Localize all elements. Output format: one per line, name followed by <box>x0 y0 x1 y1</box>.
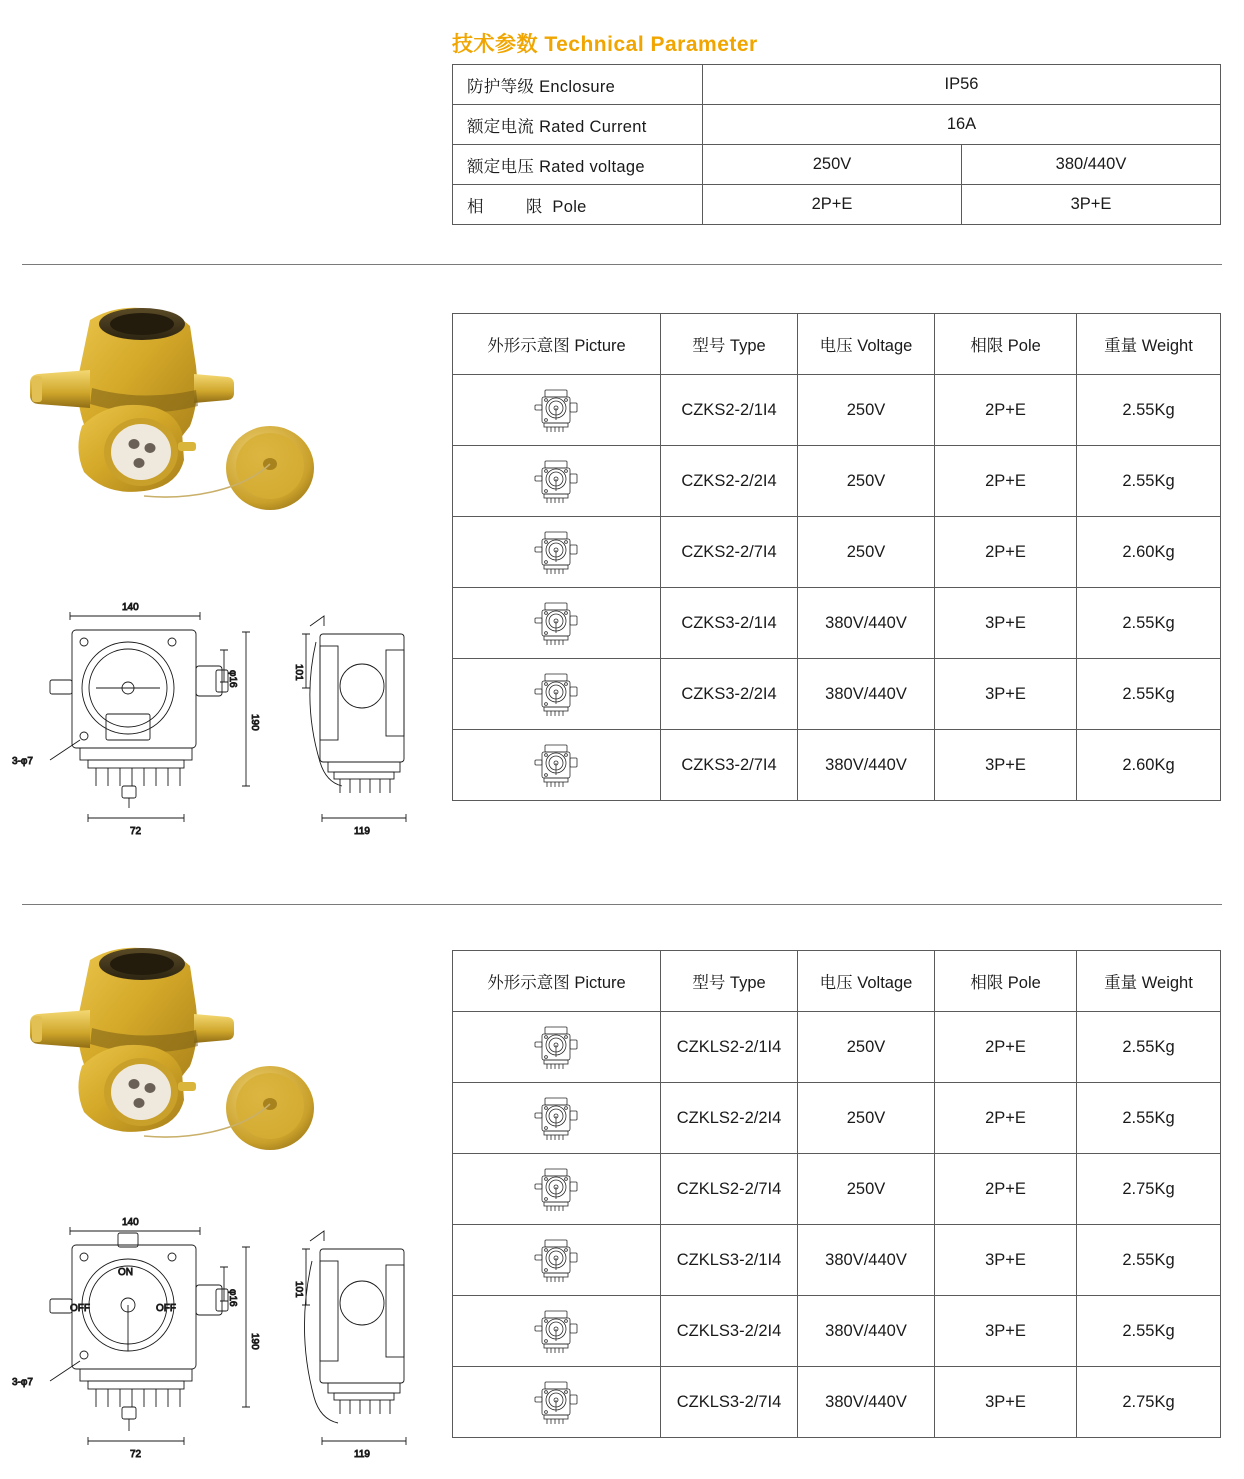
cell-picture <box>453 730 661 801</box>
dim2-front-height: 190 <box>249 1333 260 1350</box>
enclosure-value: IP56 <box>703 65 1221 105</box>
cell-weight: 2.55Kg <box>1077 1083 1221 1154</box>
table-row <box>453 375 1221 446</box>
header-weight: 重量 Weight <box>1077 314 1221 375</box>
cell-pole: 3P+E <box>935 1225 1077 1296</box>
dim2-base-width: 72 <box>130 1449 142 1460</box>
dim-front-height: 190 <box>249 714 260 731</box>
table-row <box>453 730 1221 801</box>
cell-type: CZKLS3-2/7I4 <box>661 1367 798 1438</box>
header-pole: 相限 Pole <box>935 951 1077 1012</box>
cell-weight: 2.60Kg <box>1077 517 1221 588</box>
product-thumbnail-icon <box>529 1090 585 1146</box>
pole-value-1: 2P+E <box>703 185 962 225</box>
cell-pole: 2P+E <box>935 1154 1077 1225</box>
table-row <box>453 1154 1221 1225</box>
cell-picture <box>453 588 661 659</box>
product-thumbnail-icon <box>529 737 585 793</box>
header-type: 型号 Type <box>661 314 798 375</box>
cell-type: CZKS2-2/1I4 <box>661 375 798 446</box>
cell-voltage: 250V <box>798 1083 935 1154</box>
table-row <box>453 65 1221 105</box>
product-thumbnail-icon <box>529 666 585 722</box>
product-table-czks <box>452 313 1221 801</box>
table-row <box>453 185 1221 225</box>
cell-weight: 2.60Kg <box>1077 730 1221 801</box>
table-row <box>453 1083 1221 1154</box>
rated-voltage-value-1: 250V <box>703 145 962 185</box>
cell-picture <box>453 375 661 446</box>
cell-picture <box>453 1154 661 1225</box>
product-photo-czkls <box>18 930 348 1220</box>
product-table-czkls <box>452 950 1221 1438</box>
cell-type: CZKS2-2/7I4 <box>661 517 798 588</box>
cell-type: CZKS2-2/2I4 <box>661 446 798 517</box>
dim-hole-note: 3-φ7 <box>12 756 33 767</box>
cell-type: CZKLS2-2/2I4 <box>661 1083 798 1154</box>
cell-voltage: 380V/440V <box>798 1367 935 1438</box>
cell-voltage: 380V/440V <box>798 730 935 801</box>
table-row <box>453 1367 1221 1438</box>
product-thumbnail-icon <box>529 1374 585 1430</box>
cell-picture <box>453 1012 661 1083</box>
rated-voltage-label: 额定电压 Rated voltage <box>453 145 703 185</box>
cell-weight: 2.55Kg <box>1077 588 1221 659</box>
header-pole: 相限 Pole <box>935 314 1077 375</box>
cell-weight: 2.75Kg <box>1077 1154 1221 1225</box>
product-thumbnail-icon <box>529 1232 585 1288</box>
cell-pole: 3P+E <box>935 1367 1077 1438</box>
cell-type: CZKS3-2/1I4 <box>661 588 798 659</box>
table-row <box>453 659 1221 730</box>
cell-weight: 2.75Kg <box>1077 1367 1221 1438</box>
dim2-phi-16: φ16 <box>227 1289 238 1307</box>
technical-parameter-title <box>452 28 758 58</box>
header-voltage: 电压 Voltage <box>798 951 935 1012</box>
cell-weight: 2.55Kg <box>1077 1225 1221 1296</box>
cell-type: CZKS3-2/2I4 <box>661 659 798 730</box>
cell-picture <box>453 1296 661 1367</box>
cell-weight: 2.55Kg <box>1077 375 1221 446</box>
cell-picture <box>453 659 661 730</box>
cell-type: CZKLS3-2/2I4 <box>661 1296 798 1367</box>
cell-weight: 2.55Kg <box>1077 446 1221 517</box>
dim-side-depth: 119 <box>354 826 370 837</box>
dim2-side-depth: 119 <box>354 1449 370 1460</box>
cell-pole: 2P+E <box>935 446 1077 517</box>
section-divider-1 <box>22 264 1222 265</box>
product-thumbnail-icon <box>529 595 585 651</box>
cell-pole: 2P+E <box>935 1083 1077 1154</box>
product-thumbnail-icon <box>529 1161 585 1217</box>
cell-pole: 2P+E <box>935 375 1077 446</box>
rated-current-value: 16A <box>703 105 1221 145</box>
technical-parameter-table <box>452 64 1221 225</box>
cell-pole: 3P+E <box>935 659 1077 730</box>
dim2-front-width: 140 <box>122 1217 139 1228</box>
cell-pole: 3P+E <box>935 730 1077 801</box>
table-row <box>453 1296 1221 1367</box>
dim-phi-16: φ16 <box>227 670 238 688</box>
cell-voltage: 250V <box>798 375 935 446</box>
cell-voltage: 250V <box>798 1154 935 1225</box>
product-thumbnail-icon <box>529 1303 585 1359</box>
dim2-side-height: 101 <box>293 1281 304 1298</box>
cell-voltage: 380V/440V <box>798 588 935 659</box>
product-thumbnail-icon <box>529 1019 585 1075</box>
dim-base-width: 72 <box>130 826 142 837</box>
cell-voltage: 380V/440V <box>798 1225 935 1296</box>
header-picture: 外形示意图 Picture <box>453 951 661 1012</box>
table-row <box>453 446 1221 517</box>
table-header-row <box>453 314 1221 375</box>
cell-type: CZKLS3-2/1I4 <box>661 1225 798 1296</box>
cell-voltage: 250V <box>798 517 935 588</box>
section-divider-2 <box>22 904 1222 905</box>
dim2-hole-note: 3-φ7 <box>12 1377 33 1388</box>
table-row <box>453 1012 1221 1083</box>
table-header-row <box>453 951 1221 1012</box>
cell-voltage: 380V/440V <box>798 659 935 730</box>
cell-type: CZKLS2-2/7I4 <box>661 1154 798 1225</box>
rated-voltage-value-2: 380/440V <box>962 145 1221 185</box>
cell-voltage: 380V/440V <box>798 1296 935 1367</box>
dimension-drawing-czkls <box>10 1205 430 1470</box>
cell-weight: 2.55Kg <box>1077 1012 1221 1083</box>
cell-pole: 3P+E <box>935 588 1077 659</box>
header-picture: 外形示意图 Picture <box>453 314 661 375</box>
cell-voltage: 250V <box>798 1012 935 1083</box>
cell-pole: 3P+E <box>935 1296 1077 1367</box>
pole-label-cn1: 相 <box>467 197 484 216</box>
technical-parameter-title-cn: 技术参数 <box>452 33 538 56</box>
cell-pole: 2P+E <box>935 1012 1077 1083</box>
pole-label <box>453 185 703 225</box>
switch-label-on: ON <box>118 1267 133 1278</box>
pole-value-2: 3P+E <box>962 185 1221 225</box>
cell-pole: 2P+E <box>935 517 1077 588</box>
cell-picture <box>453 1083 661 1154</box>
switch-label-off-left: OFF <box>70 1303 90 1314</box>
header-type: 型号 Type <box>661 951 798 1012</box>
table-row <box>453 517 1221 588</box>
dim-front-width: 140 <box>122 602 139 613</box>
cell-picture <box>453 1367 661 1438</box>
dim-side-height: 101 <box>293 664 304 681</box>
header-voltage: 电压 Voltage <box>798 314 935 375</box>
header-weight: 重量 Weight <box>1077 951 1221 1012</box>
cell-type: CZKLS2-2/1I4 <box>661 1012 798 1083</box>
product-thumbnail-icon <box>529 524 585 580</box>
technical-parameter-title-en: Technical Parameter <box>544 33 758 56</box>
pole-label-en: Pole <box>552 197 587 216</box>
product-thumbnail-icon <box>529 382 585 438</box>
table-row <box>453 1225 1221 1296</box>
product-thumbnail-icon <box>529 453 585 509</box>
table-row <box>453 588 1221 659</box>
cell-weight: 2.55Kg <box>1077 659 1221 730</box>
cell-voltage: 250V <box>798 446 935 517</box>
cell-weight: 2.55Kg <box>1077 1296 1221 1367</box>
cell-picture <box>453 446 661 517</box>
enclosure-label: 防护等级 Enclosure <box>453 65 703 105</box>
product-photo-czks <box>18 290 348 580</box>
cell-type: CZKS3-2/7I4 <box>661 730 798 801</box>
table-row <box>453 145 1221 185</box>
table-row <box>453 105 1221 145</box>
dimension-drawing-czks <box>10 590 430 850</box>
pole-label-cn2: 限 <box>525 197 543 216</box>
cell-picture <box>453 1225 661 1296</box>
switch-label-off-right: OFF <box>156 1303 176 1314</box>
cell-picture <box>453 517 661 588</box>
rated-current-label: 额定电流 Rated Current <box>453 105 703 145</box>
